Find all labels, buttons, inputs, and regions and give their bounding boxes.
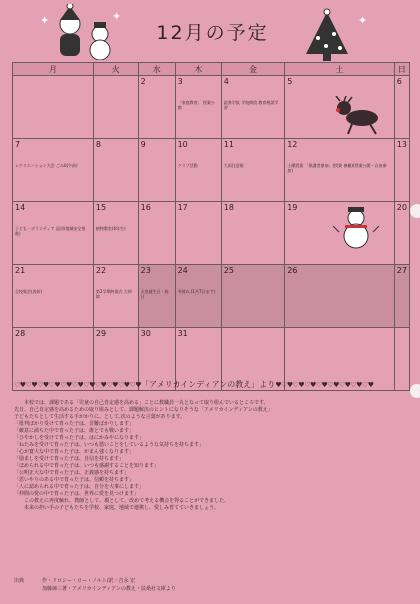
- intro-line: 本校では、課題である「児童の自己肯定感を高める」ことに教職員一丸となって取り組んでいるところです。: [24, 400, 269, 406]
- punch-hole: [410, 384, 420, 398]
- calendar-day-cell: [221, 139, 284, 202]
- day-number: 17: [177, 203, 188, 212]
- weekday-sat: 土: [285, 63, 395, 76]
- day-number: 25: [223, 266, 234, 275]
- heart-border-right: ♥♡♥♡♥♡♥♡♥♡♥♡♥♡♥♡♥: [275, 381, 374, 389]
- day-number: 22: [95, 266, 107, 275]
- article-source: [14, 577, 410, 593]
- day-event: 読書学級 学校開放 教育相談学習: [223, 100, 279, 110]
- day-number: 4: [223, 77, 229, 86]
- article-body: [14, 400, 410, 512]
- weekday-wed: 水: [138, 63, 175, 76]
- calendar-day-cell: [93, 139, 138, 202]
- teaching-line: 「敵意に満ちた中で育った子は、誰とでも戦います」: [14, 428, 135, 434]
- calendar-day-cell: [93, 265, 138, 328]
- closing-line: この教えに再度触れ、教師として、親として、改めて考える機会を得ることができました。: [24, 498, 230, 504]
- calendar-day-cell: [93, 76, 138, 139]
- star-icon: ✦: [112, 10, 122, 23]
- teaching-line: 「仲間の愛の中で育った子は、世界に愛を見つけます」: [14, 491, 140, 497]
- calendar-day-cell: [13, 265, 94, 328]
- calendar-day-cell: [394, 202, 409, 265]
- weekday-header-row: [13, 63, 410, 76]
- weekday-tue: 火: [93, 63, 138, 76]
- teaching-line: 「思いやりのある中で育った子は、信頼を持ちます」: [14, 477, 135, 483]
- day-number: 7: [15, 140, 21, 149]
- teaching-line: 「批判ばかり受けて育った子は、非難ばかりします」: [14, 421, 135, 427]
- teaching-line: 「ほめられる中で育った子は、いつも感謝することを知ります」: [14, 463, 160, 469]
- day-number: 30: [140, 329, 151, 338]
- punch-hole: [410, 204, 420, 218]
- day-number: 19: [287, 203, 298, 212]
- calendar-day-cell: [394, 76, 409, 139]
- closing-line: 未来の担い手の子どもたちを学校、家庭、地域で連携し、愛しみ育てていきましょう。: [24, 505, 220, 511]
- teaching-line: 「ひやかしを受けて育った子は、はにかみやになります」: [14, 435, 145, 441]
- weekday-mon: 月: [13, 63, 94, 76]
- calendar-day-cell: [221, 76, 284, 139]
- day-number: 23: [140, 266, 151, 275]
- page-title: 12月の予定: [156, 22, 269, 44]
- day-event: 第2学期終業式 大掃除: [95, 289, 132, 299]
- day-number: 12: [287, 140, 298, 149]
- day-number: 15: [95, 203, 107, 212]
- calendar-day-cell: [13, 76, 94, 139]
- weekday-thu: 木: [175, 63, 221, 76]
- intro-line: 先日、自己肯定感を高めるための取り組みとして、課題解決のヒントになりそうな「アメリカインディアンの教え」: [14, 407, 273, 413]
- calendar-day-cell: [221, 202, 284, 265]
- day-number: 6: [396, 77, 402, 86]
- day-event: 大雨注意報: [223, 163, 244, 168]
- calendar-week-row: [13, 139, 410, 202]
- calendar-day-cell: [138, 139, 175, 202]
- santa-snowman-illustration: [52, 4, 118, 60]
- day-number: 26: [287, 266, 298, 275]
- day-number: 24: [177, 266, 188, 275]
- day-number: 8: [95, 140, 101, 149]
- day-number: 3: [177, 77, 183, 86]
- day-number: 9: [140, 140, 146, 149]
- source-author: 作・ドロシー・ロー・ノルト/訳・吉永 宏: [42, 578, 136, 584]
- day-event: 全校集会(表彰): [15, 289, 43, 294]
- source-label: 出典: [14, 578, 25, 584]
- day-number: 28: [15, 329, 26, 338]
- day-event: 子ども・ボランティア 巡回(地域安全推進): [15, 226, 86, 236]
- calendar-day-cell: [13, 202, 94, 265]
- star-icon: ✦: [40, 14, 50, 27]
- day-number: 13: [396, 140, 407, 149]
- calendar-day-cell: [13, 139, 94, 202]
- reindeer-illustration: [330, 96, 390, 136]
- calendar-day-cell: [175, 139, 221, 202]
- day-number: 16: [140, 203, 151, 212]
- day-number: 27: [396, 266, 407, 275]
- calendar-day-cell: [138, 76, 175, 139]
- calendar-week-row: [13, 265, 410, 328]
- day-event: 天皇誕生日・祝日: [140, 289, 169, 299]
- calendar-day-cell: [285, 139, 395, 202]
- teaching-line: 「心が寛大な中で育った子は、がまん強くなります」: [14, 449, 135, 455]
- day-number: 21: [15, 266, 26, 275]
- calendar-day-cell: [175, 202, 221, 265]
- teaching-line: 「人に認められる中で育った子は、自分を大事にします」: [14, 484, 145, 490]
- heart-border-left: ♡♥♡♥♡♥♡♥♡♥♡♥♡♥♡♥♡♥♡♥♡♥: [14, 381, 142, 389]
- day-event: 植物教室(6年生): [95, 226, 126, 231]
- day-number: 11: [223, 140, 234, 149]
- weekday-fri: 金: [221, 63, 284, 76]
- day-number: 31: [177, 329, 188, 338]
- weekday-sun: 日: [394, 63, 409, 76]
- article-title: 「アメリカインディアンの教え」より: [141, 380, 276, 389]
- day-event: クラブ活動: [177, 163, 198, 168]
- calendar-day-cell: [175, 265, 221, 328]
- day-number: 2: [140, 77, 146, 86]
- calendar-day-cell: [175, 76, 221, 139]
- calendar-day-cell: [394, 139, 409, 202]
- teaching-line: 「ねたみを受けて育った子は、いつも悪いことをしているような気持ちを持ちます」: [14, 442, 205, 448]
- day-event: 冬休み (1月7日まで): [177, 289, 216, 294]
- christmas-tree-illustration: [296, 8, 358, 62]
- calendar-day-cell: [138, 202, 175, 265]
- day-event: 土曜授業 「保護者参加」(授業 参観)(授業公開・自由参加): [287, 163, 387, 173]
- day-event: レクリエーション大会 ごみ0(午前): [15, 163, 78, 168]
- day-number: 20: [396, 203, 407, 212]
- day-number: 29: [95, 329, 107, 338]
- calendar-day-cell: [93, 202, 138, 265]
- day-number: 14: [15, 203, 26, 212]
- snowman-illustration: [333, 204, 379, 250]
- article-heading: [14, 379, 410, 393]
- calendar-day-cell: [138, 265, 175, 328]
- teaching-line: 「励ましを受けて育った子は、自信を持ちます」: [14, 456, 125, 462]
- calendar-day-cell: [394, 265, 409, 328]
- day-number: 5: [287, 77, 293, 86]
- source-book: 加藤諦三著・アメリカインディアンの教え・扶桑社文庫より: [42, 586, 176, 592]
- day-number: 18: [223, 203, 234, 212]
- teaching-line: 「公明正大な中で育った子は、正義感を持ちます」: [14, 470, 130, 476]
- star-icon: ✦: [358, 14, 368, 27]
- calendar-day-cell: [285, 265, 395, 328]
- calendar-day-cell: [221, 265, 284, 328]
- day-event: 「家庭教育」 授業公開: [177, 100, 215, 110]
- intro-line: 子どもたちとして生活する手がかりに。として,次のような言葉があります。: [14, 414, 186, 420]
- day-number: 10: [177, 140, 188, 149]
